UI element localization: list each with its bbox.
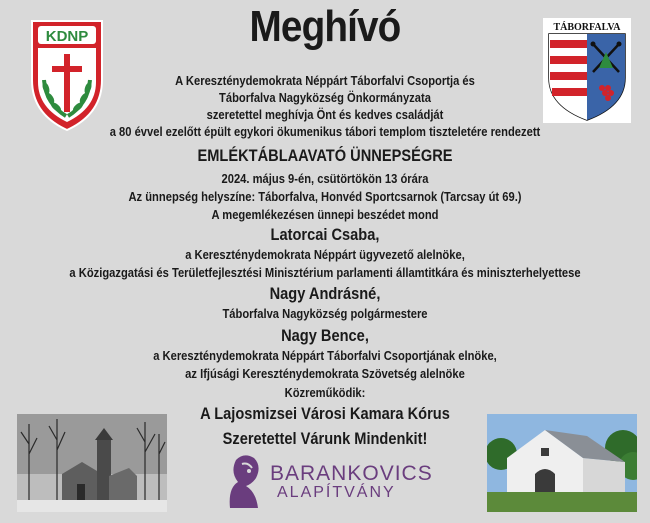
welcome-text: Szeretettel Várunk Mindenkit!: [222, 429, 428, 448]
speaker-name: Nagy Bence: [281, 326, 365, 345]
taborfalva-logo-text: TÁBORFALVA: [553, 22, 621, 33]
historic-church-photo: [17, 414, 167, 512]
speaker-name-nagy-andrasne: [46, 284, 605, 304]
kdnp-logo-text: KDNP: [45, 28, 89, 45]
speaker-role: az Ifjúsági Kereszténydemokrata Szövetség alelnöke: [185, 366, 465, 381]
speaker-name: Latorcai Csaba: [270, 225, 376, 244]
speaker-name-suffix: ,: [375, 225, 380, 244]
speaker-role: a Közigazgatási és Területfejlesztési Minisztérium parlamenti államtitkára és miniszterhelyettese: [69, 265, 581, 280]
church-building-photo: [487, 414, 637, 512]
speaker-role: a Kereszténydemokrata Néppárt Táborfalvi Csoportjának elnöke,: [153, 348, 497, 363]
speaker-name-nagy-bence: [46, 326, 605, 346]
barankovics-portrait-icon: [222, 452, 266, 510]
speaker-role: Táborfalva Nagyközség polgármestere: [222, 306, 428, 321]
invite-line-1: A Kereszténydemokrata Néppárt Táborfalvi Csoportja és: [175, 73, 475, 88]
speaker-name-suffix: ,: [376, 284, 381, 303]
page-title: Meghívó: [249, 2, 401, 51]
foundation-name: BARANKOVICS: [270, 462, 433, 485]
invite-line-2: Táborfalva Nagyközség Önkormányzata: [219, 90, 431, 105]
speaker-name-latorcai: [46, 225, 605, 245]
choir-name: A Lajosmizsei Városi Kamara Kórus: [200, 404, 450, 423]
contributors-label: Közreműködik:: [284, 385, 366, 400]
speech-intro: A megemlékezésen ünnepi beszédet mond: [211, 207, 439, 222]
event-date: 2024. május 9-én, csütörtökön 13 órára: [221, 171, 429, 186]
invite-line-4: a 80 évvel ezelőtt épült egykori ökumenikus tábori templom tiszteletére rendezett: [109, 124, 541, 139]
speaker-name-suffix: ,: [364, 326, 369, 345]
speaker-role: a Kereszténydemokrata Néppárt ügyvezető alelnöke,: [185, 247, 465, 262]
foundation-subtitle: ALAPÍTVÁNY: [277, 484, 396, 501]
speaker-name: Nagy Andrásné: [269, 284, 377, 303]
invite-line-3: szeretettel meghívja Önt és kedves családját: [206, 107, 444, 122]
event-title: EMLÉKTÁBLAAVATÓ ÜNNEPSÉGRE: [197, 146, 453, 165]
event-venue: Az ünnepség helyszíne: Táborfalva, Honvéd Sportcsarnok (Tarcsay út 69.): [128, 189, 522, 204]
